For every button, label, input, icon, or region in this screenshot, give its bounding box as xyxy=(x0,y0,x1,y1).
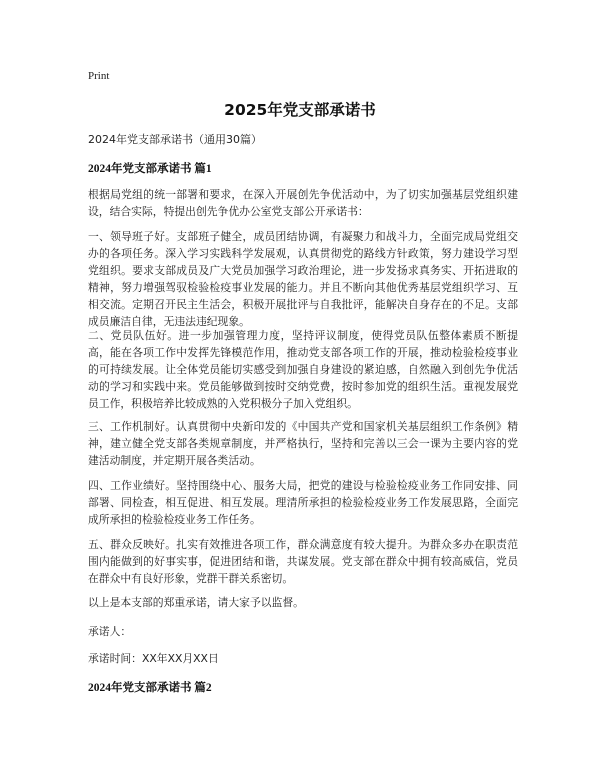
print-label: Print xyxy=(88,70,110,82)
closing-statement: 以上是本支部的郑重承诺，请大家予以监督。 xyxy=(88,596,304,609)
paragraph-leadership: 一、领导班子好。支部班子健全，成员团结协调，有凝聚力和战斗力，全面完成局党组交办的各项任务。深入学习实践科学发展观，认真贯彻党的路线方针政策，努力建设学习型党组织。要求支部成员及广大党员加强学习政治理论，进一步发扬求真务实、开拓进取的精神，努力增强驾驭检验检疫事业发展的能力。并且不断向其他优秀基层党组织学习、互相交流。定期召开民主生活会，积极开展批评与自我批评，能解决自身存在的不足。支部成员廉洁自律，无违法违纪现象。 xyxy=(88,230,518,328)
paragraph-public-feedback: 五、群众反映好。扎实有效推进各项工作，群众满意度有较大提升。为群众多办在职责范围内能做到的好事实事，促进团结和谐，共谋发展。党支部在群众中拥有较高威信，党员在群众中有良好形象，党群干群关系密切。 xyxy=(88,538,518,585)
promiser-label: 承诺人： xyxy=(88,625,132,638)
paragraph-work-performance: 四、工作业绩好。坚持围绕中心、服务大局，把党的建设与检验检疫业务工作同安排、同部署、同检查，相互促进、相互发展。理清所承担的检验检疫业务工作发展思路，全面完成所承担的检验检疫业务工作任务。 xyxy=(88,479,518,526)
document-subtitle: 2024年党支部承诺书（通用30篇） xyxy=(88,133,262,146)
paragraph-intro: 根据局党组的统一部署和要求，在深入开展创先争优活动中，为了切实加强基层党组织建设，结合实际，特提出创先争优办公室党支部公开承诺书： xyxy=(88,188,518,218)
section-heading-1: 2024年党支部承诺书 篇1 xyxy=(88,163,212,175)
section-heading-2: 2024年党支部承诺书 篇2 xyxy=(88,682,212,694)
paragraph-work-mechanism: 三、工作机制好。认真贯彻中央新印发的《中国共产党和国家机关基层组织工作条例》精神，建立健全党支部各类规章制度，并严格执行，坚持和完善以三会一课为主要内容的党建活动制度，并定期开展各类活动。 xyxy=(88,420,518,467)
paragraph-party-members: 二、党员队伍好。进一步加强管理力度，坚持评议制度，使得党员队伍整体素质不断提高，能在各项工作中发挥先锋模范作用，推动党支部各项工作的开展，推动检验检疫事业的可持续发展。让全体党员能切实感受到加强自身建设的紧迫感，自然融入到创先争优活动的学习和实践中来。党员能够做到按时交纳党费，按时参加党的组织生活。重视发展党员工作，积极培养比较成熟的入党积极分子加入党组织。 xyxy=(88,329,518,410)
promise-time: 承诺时间：XX年XX月XX日 xyxy=(88,652,219,665)
page-title: 2025年党支部承诺书 xyxy=(224,101,376,119)
